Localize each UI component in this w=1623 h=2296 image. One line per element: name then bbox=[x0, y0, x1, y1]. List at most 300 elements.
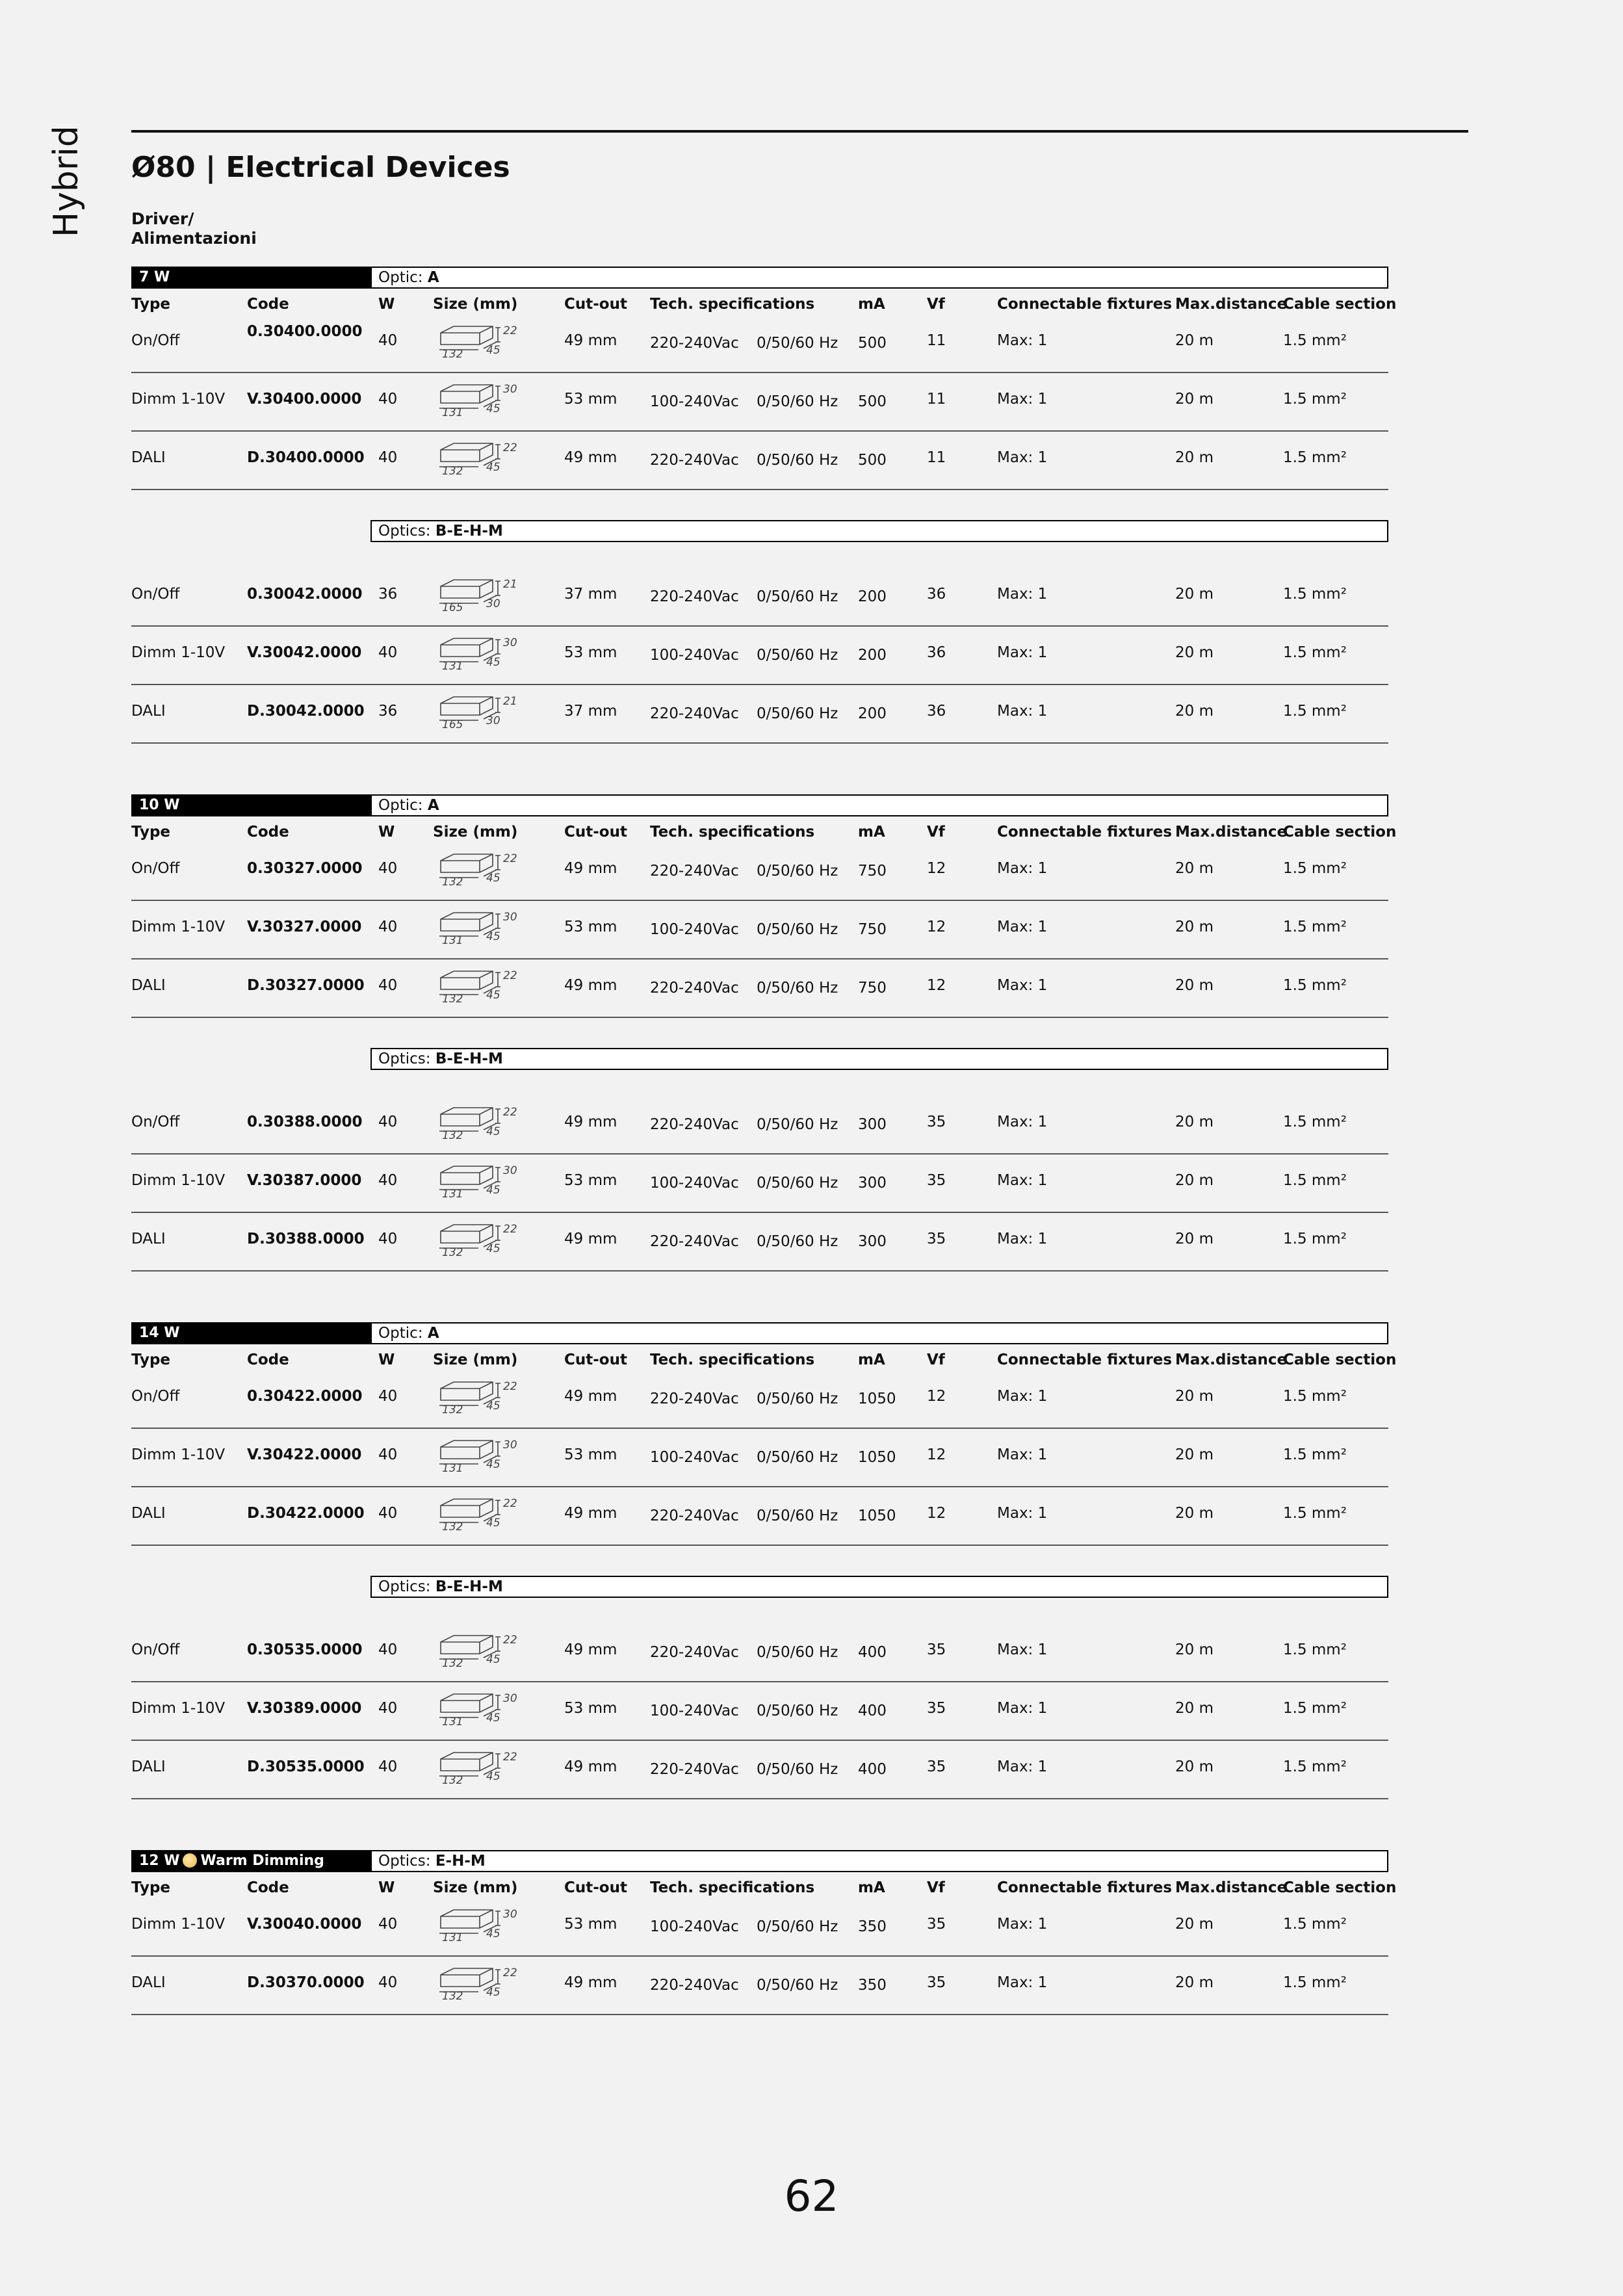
cell-code: D.30535.0000 bbox=[247, 1758, 365, 1775]
size-box-icon bbox=[433, 1217, 530, 1257]
cell-cutout: 49 mm bbox=[564, 332, 617, 349]
cell-fixtures: Max: 1 bbox=[997, 1505, 1048, 1522]
warm-dimming-label: Warm Dimming bbox=[200, 1853, 324, 1869]
size-height-label: 22 bbox=[503, 324, 517, 337]
cell-frequency: 0/50/60 Hz bbox=[757, 921, 838, 938]
size-box-icon bbox=[433, 1491, 530, 1532]
col-header-tech: Tech. specifications bbox=[650, 296, 815, 313]
cell-cutout: 49 mm bbox=[564, 1231, 617, 1247]
optic-bar bbox=[370, 1322, 1388, 1344]
cell-voltage: 220-240Vac bbox=[650, 1390, 739, 1407]
col-header-cutout: Cut-out bbox=[564, 1879, 627, 1896]
cell-voltage: 100-240Vac bbox=[650, 1175, 739, 1192]
cell-w: 40 bbox=[378, 1172, 398, 1189]
row-divider bbox=[131, 430, 1388, 432]
size-length-label: 132 bbox=[442, 993, 463, 1006]
page-title: Ø80 | Electrical Devices bbox=[131, 151, 510, 184]
cell-w: 40 bbox=[378, 391, 398, 408]
optic-value: E-H-M bbox=[435, 1853, 486, 1870]
cell-frequency: 0/50/60 Hz bbox=[757, 1702, 838, 1719]
cell-type: DALI bbox=[131, 449, 166, 466]
cell-distance: 20 m bbox=[1175, 586, 1214, 603]
optic-bar bbox=[370, 1048, 1388, 1070]
cell-frequency: 0/50/60 Hz bbox=[757, 1449, 838, 1466]
size-width-label: 30 bbox=[486, 597, 500, 610]
col-header-vf: Vf bbox=[927, 296, 945, 313]
cell-voltage: 100-240Vac bbox=[650, 1702, 739, 1719]
cell-frequency: 0/50/60 Hz bbox=[757, 1116, 838, 1133]
cell-frequency: 0/50/60 Hz bbox=[757, 1761, 838, 1778]
cell-cable: 1.5 mm² bbox=[1283, 644, 1347, 661]
row-divider bbox=[131, 1017, 1388, 1018]
cell-cutout: 49 mm bbox=[564, 1114, 617, 1130]
cell-distance: 20 m bbox=[1175, 1758, 1214, 1775]
cell-ma: 750 bbox=[858, 921, 887, 938]
row-divider bbox=[131, 742, 1388, 744]
cell-code: D.30422.0000 bbox=[247, 1505, 365, 1522]
cell-fixtures: Max: 1 bbox=[997, 1758, 1048, 1775]
cell-type: On/Off bbox=[131, 586, 180, 603]
col-header-fixtures: Connectable fixtures bbox=[997, 824, 1173, 841]
size-width-label: 45 bbox=[486, 344, 500, 357]
cell-cable: 1.5 mm² bbox=[1283, 1231, 1347, 1247]
size-box-icon bbox=[433, 905, 530, 945]
cell-code: 0.30042.0000 bbox=[247, 586, 363, 603]
row-divider bbox=[131, 489, 1388, 490]
cell-ma: 200 bbox=[858, 588, 887, 605]
cell-cable: 1.5 mm² bbox=[1283, 1974, 1347, 1991]
optic-value: B-E-H-M bbox=[435, 1578, 503, 1595]
cell-ma: 500 bbox=[858, 393, 887, 410]
row-divider bbox=[131, 900, 1388, 901]
warm-dimming-icon bbox=[183, 1853, 197, 1868]
cell-cutout: 49 mm bbox=[564, 1974, 617, 1991]
cell-type: On/Off bbox=[131, 1641, 180, 1658]
size-width-label: 45 bbox=[486, 1770, 500, 1783]
col-header-ma: mA bbox=[858, 1879, 885, 1896]
cell-distance: 20 m bbox=[1175, 644, 1214, 661]
size-width-label: 45 bbox=[486, 656, 500, 669]
cell-ma: 500 bbox=[858, 335, 887, 352]
cell-distance: 20 m bbox=[1175, 1974, 1214, 1991]
size-height-label: 30 bbox=[503, 1439, 517, 1452]
cell-fixtures: Max: 1 bbox=[997, 1700, 1048, 1717]
cell-code: V.30387.0000 bbox=[247, 1172, 362, 1189]
cell-fixtures: Max: 1 bbox=[997, 919, 1048, 935]
cell-frequency: 0/50/60 Hz bbox=[757, 1233, 838, 1250]
cell-type: DALI bbox=[131, 1758, 166, 1775]
cell-type: DALI bbox=[131, 1974, 166, 1991]
col-header-w: W bbox=[378, 1351, 395, 1368]
col-header-cable: Cable section bbox=[1283, 296, 1397, 313]
size-box-icon bbox=[433, 436, 530, 476]
cell-ma: 500 bbox=[858, 452, 887, 469]
size-width-label: 45 bbox=[486, 1458, 500, 1471]
cell-cutout: 53 mm bbox=[564, 1172, 617, 1189]
optic-bar bbox=[370, 794, 1388, 816]
row-divider bbox=[131, 1486, 1388, 1487]
size-width-label: 30 bbox=[486, 714, 500, 727]
col-header-vf: Vf bbox=[927, 1879, 945, 1896]
cell-vf: 35 bbox=[927, 1172, 946, 1189]
cell-voltage: 220-240Vac bbox=[650, 1644, 739, 1661]
size-length-label: 165 bbox=[442, 601, 463, 614]
cell-fixtures: Max: 1 bbox=[997, 1446, 1048, 1463]
row-divider bbox=[131, 372, 1388, 373]
size-height-label: 22 bbox=[503, 1106, 517, 1119]
cell-frequency: 0/50/60 Hz bbox=[757, 1977, 838, 1994]
col-header-size: Size (mm) bbox=[433, 1879, 518, 1896]
size-box-icon bbox=[433, 1100, 530, 1140]
cell-ma: 400 bbox=[858, 1761, 887, 1778]
cell-distance: 20 m bbox=[1175, 1114, 1214, 1130]
optic-label: Optic: bbox=[378, 797, 423, 814]
optic-bar bbox=[370, 267, 1388, 289]
size-height-label: 22 bbox=[503, 852, 517, 865]
cell-voltage: 220-240Vac bbox=[650, 1116, 739, 1133]
cell-ma: 200 bbox=[858, 647, 887, 664]
size-width-label: 45 bbox=[486, 1986, 500, 1999]
size-box-icon bbox=[433, 1902, 530, 1942]
power-label bbox=[131, 1850, 370, 1872]
cell-cutout: 53 mm bbox=[564, 1446, 617, 1463]
size-box-icon bbox=[433, 689, 530, 729]
size-length-label: 131 bbox=[442, 1715, 463, 1729]
cell-distance: 20 m bbox=[1175, 703, 1214, 720]
cell-voltage: 220-240Vac bbox=[650, 1233, 739, 1250]
cell-ma: 400 bbox=[858, 1644, 887, 1661]
cell-vf: 11 bbox=[927, 391, 946, 408]
size-box-icon bbox=[433, 1961, 530, 2001]
cell-distance: 20 m bbox=[1175, 391, 1214, 408]
size-width-label: 45 bbox=[486, 1653, 500, 1666]
size-width-label: 45 bbox=[486, 1517, 500, 1530]
cell-w: 36 bbox=[378, 586, 398, 603]
col-header-cutout: Cut-out bbox=[564, 1351, 627, 1368]
size-height-label: 22 bbox=[503, 1966, 517, 1979]
cell-code: 0.30535.0000 bbox=[247, 1641, 363, 1658]
cell-w: 40 bbox=[378, 1916, 398, 1933]
cell-fixtures: Max: 1 bbox=[997, 449, 1048, 466]
size-box-icon bbox=[433, 631, 530, 671]
cell-vf: 12 bbox=[927, 1505, 946, 1522]
cell-cable: 1.5 mm² bbox=[1283, 1114, 1347, 1130]
cell-type: DALI bbox=[131, 977, 166, 994]
col-header-code: Code bbox=[247, 1351, 289, 1368]
cell-code: V.30389.0000 bbox=[247, 1700, 362, 1717]
row-divider bbox=[131, 1212, 1388, 1213]
cell-code: D.30042.0000 bbox=[247, 703, 365, 720]
cell-vf: 11 bbox=[927, 449, 946, 466]
size-length-label: 131 bbox=[442, 1188, 463, 1201]
cell-cutout: 53 mm bbox=[564, 644, 617, 661]
cell-ma: 350 bbox=[858, 1977, 887, 1994]
cell-type: Dimm 1-10V bbox=[131, 1446, 226, 1463]
size-length-label: 132 bbox=[442, 876, 463, 889]
col-header-vf: Vf bbox=[927, 1351, 945, 1368]
cell-code: 0.30327.0000 bbox=[247, 860, 363, 877]
cell-vf: 35 bbox=[927, 1758, 946, 1775]
size-width-label: 45 bbox=[486, 1184, 500, 1197]
cell-w: 40 bbox=[378, 1641, 398, 1658]
cell-fixtures: Max: 1 bbox=[997, 586, 1048, 603]
cell-frequency: 0/50/60 Hz bbox=[757, 393, 838, 410]
size-height-label: 22 bbox=[503, 1634, 517, 1647]
cell-cable: 1.5 mm² bbox=[1283, 1641, 1347, 1658]
size-height-label: 22 bbox=[503, 1380, 517, 1393]
cell-fixtures: Max: 1 bbox=[997, 1916, 1048, 1933]
cell-frequency: 0/50/60 Hz bbox=[757, 647, 838, 664]
cell-frequency: 0/50/60 Hz bbox=[757, 452, 838, 469]
cell-w: 40 bbox=[378, 644, 398, 661]
cell-ma: 300 bbox=[858, 1233, 887, 1250]
col-header-distance: Max.distance bbox=[1175, 1351, 1288, 1368]
cell-type: Dimm 1-10V bbox=[131, 391, 226, 408]
col-header-type: Type bbox=[131, 824, 171, 841]
cell-voltage: 220-240Vac bbox=[650, 588, 739, 605]
cell-type: Dimm 1-10V bbox=[131, 919, 226, 935]
size-height-label: 22 bbox=[503, 1497, 517, 1510]
col-header-fixtures: Connectable fixtures bbox=[997, 296, 1173, 313]
cell-code: 0.30388.0000 bbox=[247, 1114, 363, 1130]
power-value: 12 W bbox=[139, 1853, 180, 1869]
cell-type: On/Off bbox=[131, 1114, 180, 1130]
power-label bbox=[131, 794, 370, 816]
cell-w: 40 bbox=[378, 1114, 398, 1130]
cell-distance: 20 m bbox=[1175, 1505, 1214, 1522]
cell-w: 40 bbox=[378, 332, 398, 349]
cell-cable: 1.5 mm² bbox=[1283, 1758, 1347, 1775]
cell-cable: 1.5 mm² bbox=[1283, 1388, 1347, 1405]
cell-vf: 12 bbox=[927, 1446, 946, 1463]
cell-voltage: 220-240Vac bbox=[650, 980, 739, 997]
size-length-label: 132 bbox=[442, 1774, 463, 1787]
size-height-label: 22 bbox=[503, 1751, 517, 1764]
cell-distance: 20 m bbox=[1175, 1388, 1214, 1405]
cell-voltage: 220-240Vac bbox=[650, 1761, 739, 1778]
size-length-label: 131 bbox=[442, 1931, 463, 1944]
subtitle-line-2: Alimentazioni bbox=[131, 229, 257, 248]
col-header-code: Code bbox=[247, 1879, 289, 1896]
cell-vf: 12 bbox=[927, 860, 946, 877]
row-divider bbox=[131, 1798, 1388, 1799]
cell-code: V.30422.0000 bbox=[247, 1446, 362, 1463]
cell-type: On/Off bbox=[131, 860, 180, 877]
cell-ma: 750 bbox=[858, 980, 887, 997]
size-width-label: 45 bbox=[486, 872, 500, 885]
cell-voltage: 220-240Vac bbox=[650, 452, 739, 469]
size-height-label: 30 bbox=[503, 383, 517, 396]
cell-distance: 20 m bbox=[1175, 332, 1214, 349]
size-length-label: 165 bbox=[442, 718, 463, 731]
row-divider bbox=[131, 958, 1388, 959]
row-divider bbox=[131, 1740, 1388, 1741]
cell-voltage: 100-240Vac bbox=[650, 1449, 739, 1466]
cell-frequency: 0/50/60 Hz bbox=[757, 588, 838, 605]
cell-vf: 36 bbox=[927, 586, 946, 603]
subtitle-line-1: Driver/ bbox=[131, 209, 194, 228]
size-width-label: 45 bbox=[486, 461, 500, 474]
row-divider bbox=[131, 625, 1388, 627]
size-box-icon bbox=[433, 963, 530, 1004]
cell-code: V.30327.0000 bbox=[247, 919, 362, 935]
cell-voltage: 220-240Vac bbox=[650, 705, 739, 722]
cell-cutout: 53 mm bbox=[564, 1916, 617, 1933]
cell-type: Dimm 1-10V bbox=[131, 1916, 226, 1933]
cell-frequency: 0/50/60 Hz bbox=[757, 863, 838, 880]
power-label bbox=[131, 267, 370, 289]
power-label bbox=[131, 1322, 370, 1344]
cell-code: D.30400.0000 bbox=[247, 449, 365, 466]
cell-cable: 1.5 mm² bbox=[1283, 860, 1347, 877]
cell-cable: 1.5 mm² bbox=[1283, 1446, 1347, 1463]
cell-cable: 1.5 mm² bbox=[1283, 332, 1347, 349]
col-header-vf: Vf bbox=[927, 824, 945, 841]
cell-w: 40 bbox=[378, 919, 398, 935]
col-header-distance: Max.distance bbox=[1175, 1879, 1288, 1896]
size-height-label: 21 bbox=[503, 578, 517, 591]
size-box-icon bbox=[433, 1745, 530, 1785]
cell-distance: 20 m bbox=[1175, 1700, 1214, 1717]
cell-cutout: 49 mm bbox=[564, 1641, 617, 1658]
cell-code: D.30370.0000 bbox=[247, 1974, 365, 1991]
cell-distance: 20 m bbox=[1175, 1916, 1214, 1933]
cell-vf: 12 bbox=[927, 977, 946, 994]
col-header-code: Code bbox=[247, 824, 289, 841]
size-width-label: 45 bbox=[486, 402, 500, 415]
cell-vf: 35 bbox=[927, 1231, 946, 1247]
cell-frequency: 0/50/60 Hz bbox=[757, 335, 838, 352]
col-header-size: Size (mm) bbox=[433, 296, 518, 313]
page-number: 62 bbox=[784, 2171, 839, 2221]
sidebar-text: Hybrid bbox=[47, 125, 86, 237]
col-header-w: W bbox=[378, 296, 395, 313]
cell-code: V.30040.0000 bbox=[247, 1916, 362, 1933]
size-length-label: 131 bbox=[442, 660, 463, 673]
cell-vf: 35 bbox=[927, 1974, 946, 1991]
cell-voltage: 220-240Vac bbox=[650, 863, 739, 880]
optic-label: Optics: bbox=[378, 1578, 431, 1595]
row-divider bbox=[131, 684, 1388, 685]
col-header-type: Type bbox=[131, 1351, 171, 1368]
power-value: 10 W bbox=[139, 797, 180, 813]
cell-distance: 20 m bbox=[1175, 449, 1214, 466]
optic-value: A bbox=[427, 269, 439, 286]
cell-cutout: 49 mm bbox=[564, 1758, 617, 1775]
col-header-size: Size (mm) bbox=[433, 824, 518, 841]
col-header-w: W bbox=[378, 824, 395, 841]
cell-fixtures: Max: 1 bbox=[997, 1974, 1048, 1991]
cell-ma: 1050 bbox=[858, 1449, 896, 1466]
cell-fixtures: Max: 1 bbox=[997, 1388, 1048, 1405]
cell-type: DALI bbox=[131, 1505, 166, 1522]
cell-fixtures: Max: 1 bbox=[997, 332, 1048, 349]
power-value: 7 W bbox=[139, 269, 170, 285]
size-width-label: 45 bbox=[486, 1400, 500, 1413]
col-header-cable: Cable section bbox=[1283, 1351, 1397, 1368]
cell-w: 40 bbox=[378, 1974, 398, 1991]
cell-cable: 1.5 mm² bbox=[1283, 391, 1347, 408]
cell-code: V.30042.0000 bbox=[247, 644, 362, 661]
size-length-label: 132 bbox=[442, 465, 463, 478]
optic-value: A bbox=[427, 1325, 439, 1342]
cell-cutout: 53 mm bbox=[564, 1700, 617, 1717]
cell-vf: 12 bbox=[927, 1388, 946, 1405]
size-box-icon bbox=[433, 846, 530, 887]
cell-cable: 1.5 mm² bbox=[1283, 586, 1347, 603]
size-height-label: 30 bbox=[503, 1692, 517, 1705]
cell-voltage: 100-240Vac bbox=[650, 921, 739, 938]
size-height-label: 22 bbox=[503, 969, 517, 982]
cell-ma: 400 bbox=[858, 1702, 887, 1719]
size-length-label: 131 bbox=[442, 406, 463, 419]
col-header-fixtures: Connectable fixtures bbox=[997, 1351, 1173, 1368]
cell-w: 40 bbox=[378, 449, 398, 466]
cell-w: 40 bbox=[378, 1505, 398, 1522]
cell-w: 40 bbox=[378, 1231, 398, 1247]
cell-ma: 1050 bbox=[858, 1507, 896, 1524]
cell-frequency: 0/50/60 Hz bbox=[757, 705, 838, 722]
cell-voltage: 100-240Vac bbox=[650, 393, 739, 410]
cell-distance: 20 m bbox=[1175, 977, 1214, 994]
row-divider bbox=[131, 1681, 1388, 1682]
cell-ma: 1050 bbox=[858, 1390, 896, 1407]
optic-value: B-E-H-M bbox=[435, 523, 503, 540]
size-height-label: 22 bbox=[503, 1223, 517, 1236]
cell-code: V.30400.0000 bbox=[247, 391, 362, 408]
size-box-icon bbox=[433, 1158, 530, 1199]
cell-voltage: 100-240Vac bbox=[650, 647, 739, 664]
cell-cutout: 37 mm bbox=[564, 586, 617, 603]
col-header-ma: mA bbox=[858, 1351, 885, 1368]
size-box-icon bbox=[433, 1628, 530, 1668]
cell-vf: 35 bbox=[927, 1700, 946, 1717]
size-length-label: 132 bbox=[442, 1129, 463, 1142]
size-height-label: 30 bbox=[503, 1164, 517, 1177]
size-length-label: 132 bbox=[442, 1657, 463, 1670]
col-header-tech: Tech. specifications bbox=[650, 824, 815, 841]
cell-code: 0.30422.0000 bbox=[247, 1388, 363, 1405]
cell-cutout: 53 mm bbox=[564, 919, 617, 935]
cell-ma: 350 bbox=[858, 1918, 887, 1935]
col-header-cable: Cable section bbox=[1283, 824, 1397, 841]
cell-cable: 1.5 mm² bbox=[1283, 449, 1347, 466]
row-divider bbox=[131, 1545, 1388, 1546]
optic-label: Optic: bbox=[378, 1325, 423, 1342]
size-box-icon bbox=[433, 572, 530, 612]
cell-w: 40 bbox=[378, 1758, 398, 1775]
size-height-label: 30 bbox=[503, 911, 517, 924]
cell-vf: 11 bbox=[927, 332, 946, 349]
col-header-type: Type bbox=[131, 1879, 171, 1896]
col-header-cable: Cable section bbox=[1283, 1879, 1397, 1896]
cell-cutout: 49 mm bbox=[564, 1505, 617, 1522]
cell-type: DALI bbox=[131, 1231, 166, 1247]
cell-w: 40 bbox=[378, 1700, 398, 1717]
cell-w: 40 bbox=[378, 1388, 398, 1405]
cell-voltage: 220-240Vac bbox=[650, 335, 739, 352]
cell-type: On/Off bbox=[131, 1388, 180, 1405]
col-header-cutout: Cut-out bbox=[564, 824, 627, 841]
col-header-code: Code bbox=[247, 296, 289, 313]
cell-cable: 1.5 mm² bbox=[1283, 1916, 1347, 1933]
cell-vf: 35 bbox=[927, 1114, 946, 1130]
cell-fixtures: Max: 1 bbox=[997, 1114, 1048, 1130]
size-box-icon bbox=[433, 1374, 530, 1415]
size-width-label: 45 bbox=[486, 1242, 500, 1255]
cell-type: Dimm 1-10V bbox=[131, 644, 226, 661]
cell-code: 0.30400.0000 bbox=[247, 323, 363, 340]
